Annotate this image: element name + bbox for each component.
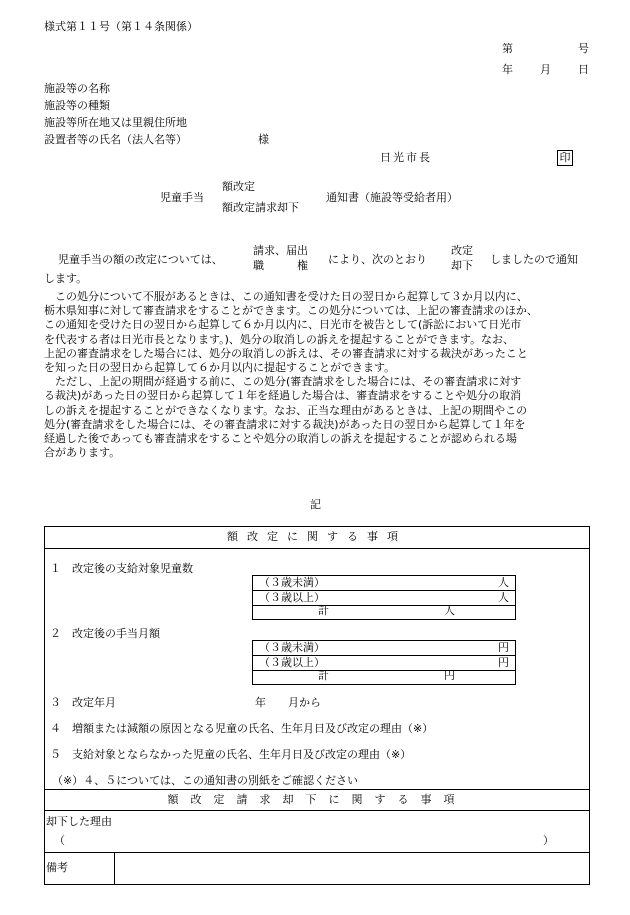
remarks-label: 備考	[46, 861, 68, 874]
intro-part-1: 児童手当の額の改定については、	[58, 253, 223, 266]
item1-label: １ 改定後の支給対象児童数	[50, 562, 193, 575]
appeal-line: 処分(審査請求をした場合には、その審査請求に対する裁決)があった日の翌日から起算して１年を	[44, 417, 526, 431]
date-year: 年	[502, 63, 513, 76]
remarks-box	[44, 852, 590, 885]
title-option-2: 額改定請求却下	[222, 201, 299, 214]
facility-name-label: 施設等の名称	[44, 82, 110, 95]
issuer-name: 日光市長	[380, 151, 432, 164]
section1-header-divider	[44, 548, 590, 549]
remarks-divider	[114, 852, 115, 885]
section2-header: 額改定請求却下に関する事項	[167, 793, 467, 806]
item3-month-from: 月から	[288, 696, 321, 709]
section1-note: （※）４、５については、この通知書の別紙をご確認ください	[52, 774, 358, 787]
item3-label: ３ 改定年月	[50, 696, 116, 709]
section2-header-divider	[44, 810, 590, 811]
count-total-label: 計	[318, 604, 329, 617]
appeal-line: を代表する者は日光市長となります。)、処分の取消しの訴えを提起することができます。なお、	[44, 332, 515, 346]
appeal-line: る裁決)があった日の翌日から起算して１年を経過した場合は、審査請求をすることや処分の取消	[44, 389, 522, 403]
facility-address-label: 施設等所在地又は里親住所地	[44, 116, 187, 129]
founder-name-label: 設置者等の氏名（法人名等）	[44, 133, 187, 146]
doc-number-label: 第	[502, 42, 513, 55]
date-month: 月	[540, 63, 551, 76]
form-number: 様式第１１号（第１４条関係）	[44, 20, 198, 33]
amount-row-label: （３歳以上）	[253, 656, 466, 671]
appeal-line: この処分について不服があるときは、この通知書を受けた日の翌日から起算して３か月以内に、	[44, 290, 528, 303]
item5-label: ５ 支給対象とならなかった児童の氏名、生年月日及び改定の理由（※）	[50, 748, 412, 761]
intro-part-4: します。	[44, 272, 88, 285]
reason-paren-close: ）	[543, 834, 554, 847]
monthly-amount-table	[252, 640, 516, 671]
intro-choice-b2: 却下	[451, 259, 473, 272]
child-count-table	[252, 575, 516, 606]
intro-part-3: しましたので通知	[490, 253, 578, 266]
count-total-unit: 人	[444, 604, 455, 617]
count-row-label: （３歳未満）	[253, 576, 466, 591]
intro-choice-a1: 請求、届出	[253, 244, 308, 257]
amount-row-unit: 円	[465, 641, 516, 656]
amount-row-label: （３歳未満）	[253, 641, 466, 656]
amount-row-unit: 円	[465, 656, 516, 671]
intro-choice-b1: 改定	[451, 244, 473, 257]
title-suffix: 通知書（施設等受給者用）	[326, 191, 458, 204]
rejection-reason-label: 却下した理由	[46, 815, 112, 828]
amount-total-unit: 円	[444, 669, 455, 682]
title-prefix: 児童手当	[160, 191, 204, 204]
appeal-line: ただし、上記の期間が経過する前に、この処分(審査請求をした場合には、その審査請求に対す	[44, 375, 522, 389]
count-total-row	[252, 605, 516, 620]
count-row-label: （３歳以上）	[253, 591, 466, 606]
appeal-line: 栃木県知事に対して審査請求をすることができます。この処分については、上記の審査請求のほか、	[44, 304, 538, 318]
count-row-unit: 人	[465, 576, 516, 591]
section1-header: 額改定に関する事項	[227, 530, 407, 543]
item4-label: ４ 増額または減額の原因となる児童の氏名、生年月日及び改定の理由（※）	[50, 722, 434, 735]
appeal-line: この通知を受けた日の翌日から起算して６か月以内に、日光市を被告として(訴訟において日光市	[44, 318, 522, 332]
appeal-line: 経過した後であっても審査請求をすることや処分の取消しの訴えを提起することが認められる場	[44, 432, 517, 446]
seal-mark: 印	[557, 150, 573, 166]
amount-total-row	[252, 670, 516, 685]
item2-label: ２ 改定後の手当月額	[50, 627, 160, 640]
intro-part-2: により、次のとおり	[328, 253, 427, 266]
facility-type-label: 施設等の種類	[44, 99, 110, 112]
title-option-1: 額改定	[222, 180, 255, 193]
date-day: 日	[578, 63, 589, 76]
item3-year: 年	[255, 696, 266, 709]
appeal-line: しの訴えを提起することができなくなります。なお、正当な理由があるときは、上記の期間やこの	[44, 403, 528, 417]
doc-number-suffix: 号	[578, 42, 589, 55]
ki-marker: 記	[310, 498, 321, 511]
amount-total-label: 計	[318, 669, 329, 682]
honorific: 様	[258, 133, 269, 146]
count-row-unit: 人	[465, 591, 516, 606]
reason-paren-open: （	[54, 834, 65, 847]
appeal-line: を知った日の翌日から起算して６か月以内に提起することができます。	[44, 361, 396, 375]
intro-choice-a2: 職 権	[253, 259, 308, 272]
appeal-line: 上記の審査請求をした場合には、処分の取消しの訴えは、その審査請求に対する裁決があったこと	[44, 346, 528, 360]
appeal-notice	[44, 290, 590, 460]
appeal-line: 合があります。	[44, 446, 121, 460]
